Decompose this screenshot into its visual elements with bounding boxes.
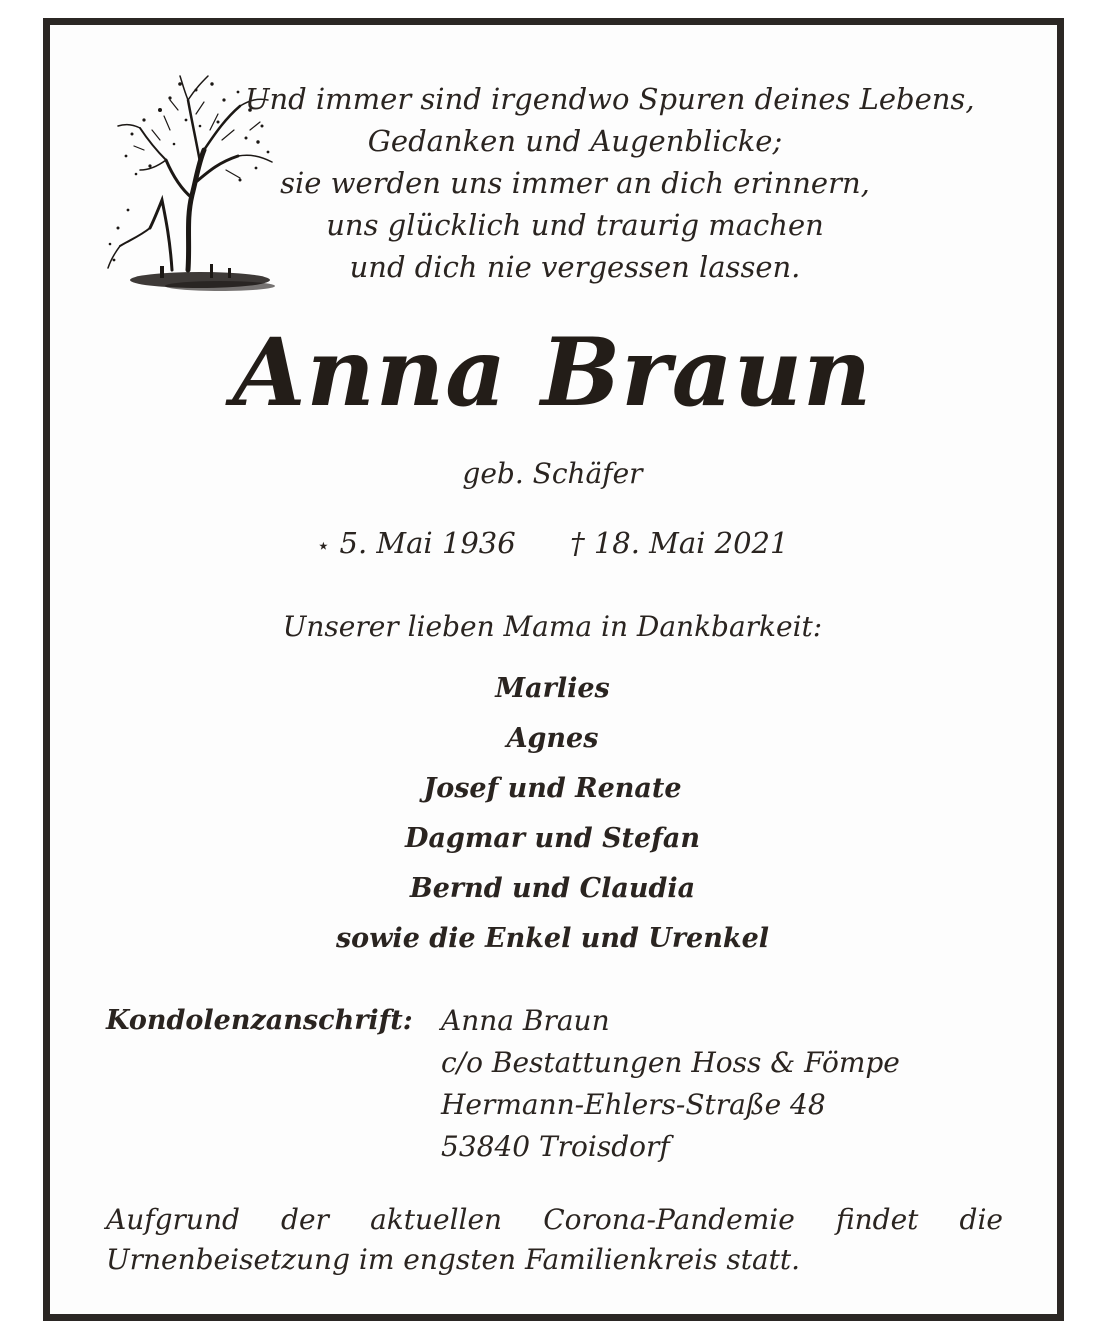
condolence-address (441, 1000, 900, 1168)
poem-line: und dich nie vergessen lassen. (349, 250, 801, 284)
condolence-label: Kondolenzanschrift: (106, 1005, 413, 1036)
address-line: Hermann-Ehlers-Straße 48 (441, 1088, 826, 1121)
birth-date: 5. Mai 1936 (339, 526, 516, 560)
life-dates (0, 524, 1105, 566)
family-member: Josef und Renate (423, 773, 682, 804)
poem-line: Gedanken und Augenblicke; (367, 124, 783, 158)
thanks-line: Unserer lieben Mama in Dankbarkeit: (282, 610, 823, 643)
family-list (0, 664, 1105, 964)
address-line: c/o Bestattungen Hoss & Fömpe (441, 1046, 900, 1079)
birth-star-icon: ⋆ (316, 534, 331, 559)
burial-notice: Aufgrund der aktuellen Corona-Pandemie findet die Urnenbeisetzung im engsten Familienkreis statt. (106, 1203, 1003, 1276)
death-date: 18. Mai 2021 (593, 526, 789, 560)
deceased-name: Anna Braun (232, 318, 873, 428)
birth-name: geb. Schäfer (462, 457, 643, 490)
family-member: Marlies (495, 673, 610, 704)
poem-line: uns glücklich und traurig machen (326, 208, 824, 242)
family-member: Agnes (506, 723, 599, 754)
family-member: Bernd und Claudia (409, 873, 696, 904)
family-member: sowie die Enkel und Urenkel (335, 923, 769, 954)
death-cross-icon: † (570, 526, 585, 560)
poem-line: sie werden uns immer an dich erinnern, (280, 166, 870, 200)
memorial-poem (245, 78, 975, 288)
family-member: Dagmar und Stefan (405, 823, 700, 854)
address-line: Anna Braun (441, 1004, 610, 1037)
address-line: 53840 Troisdorf (441, 1130, 670, 1163)
poem-line: Und immer sind irgendwo Spuren deines Lebens, (245, 82, 975, 116)
